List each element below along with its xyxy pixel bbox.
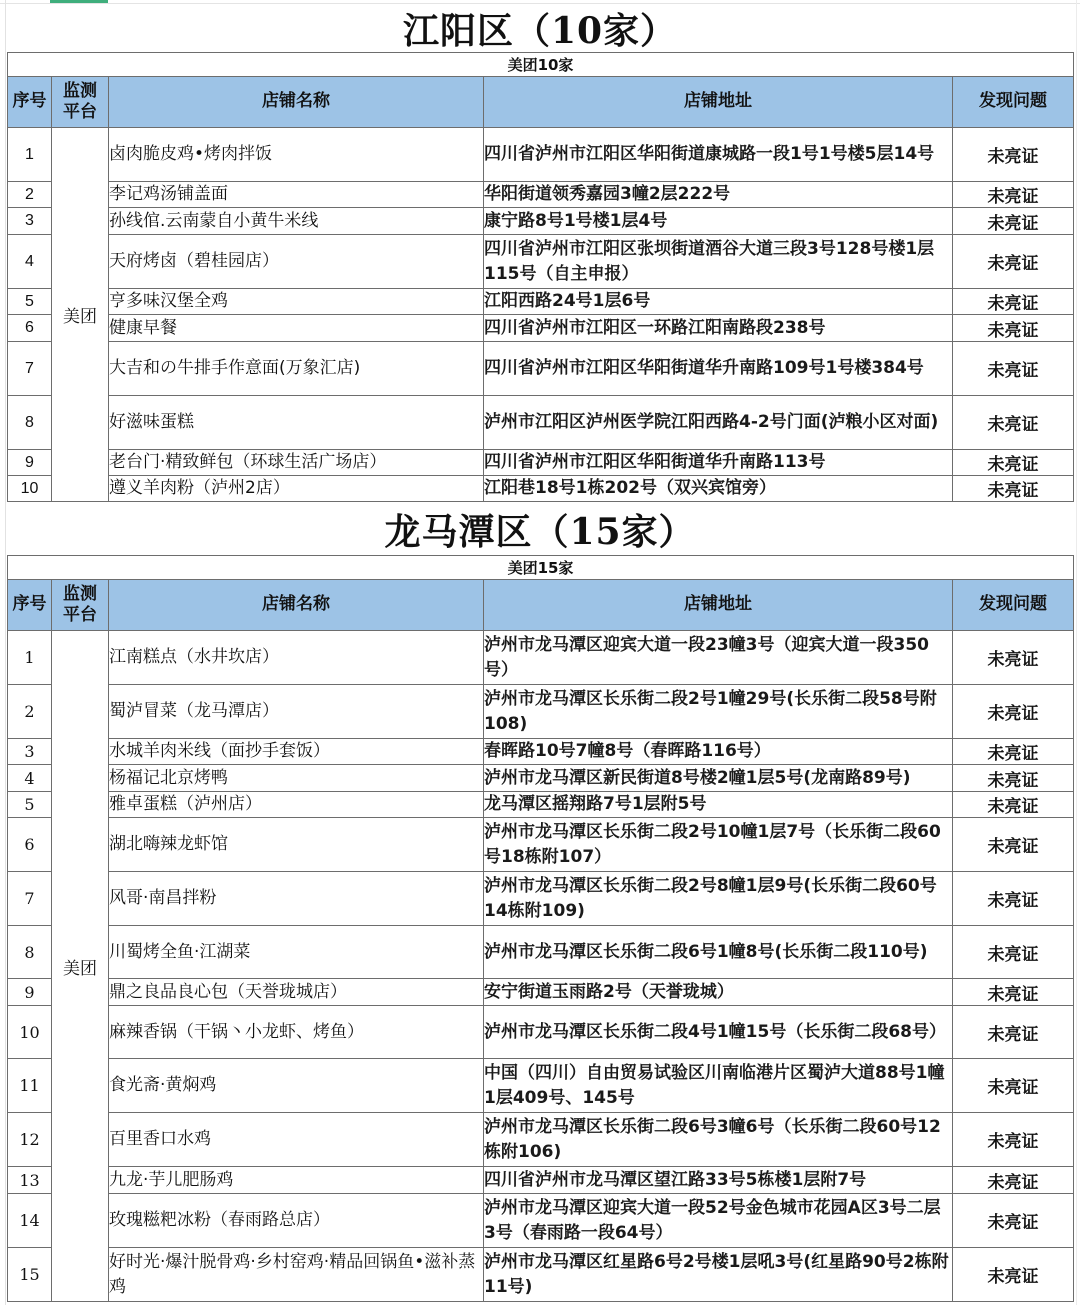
row-index: 13	[8, 1167, 52, 1194]
issue-cell: 未亮证	[953, 128, 1074, 182]
subtitle-row	[8, 53, 1074, 77]
store-address: 泸州市龙马潭区长乐街二段2号1幢29号(长乐街二段58号附108)	[484, 685, 953, 739]
table-row	[8, 1194, 1074, 1248]
store-name: 遵义羊肉粉（泸州2店）	[109, 476, 484, 502]
header-address: 店铺地址	[484, 580, 953, 631]
store-address: 泸州市龙马潭区迎宾大道一段23幢3号（迎宾大道一段350号）	[484, 631, 953, 685]
row-index: 6	[8, 818, 52, 872]
row-index: 12	[8, 1113, 52, 1167]
store-address: 四川省泸州市江阳区华阳街道华升南路113号	[484, 450, 953, 476]
section-title: 龙马潭区（15家）	[384, 510, 696, 553]
issue-cell: 未亮证	[953, 872, 1074, 926]
issue-cell: 未亮证	[953, 926, 1074, 979]
subtitle-row	[8, 556, 1074, 580]
store-name: 好时光·爆汁脱骨鸡·乡村窑鸡·精品回锅鱼•滋补蒸鸡	[109, 1248, 484, 1302]
header-index: 序号	[8, 580, 52, 631]
row-index: 10	[8, 1006, 52, 1059]
header-index: 序号	[8, 77, 52, 128]
header-issue: 发现问题	[953, 580, 1074, 631]
row-index: 3	[8, 208, 52, 235]
row-index: 8	[8, 926, 52, 979]
issue-cell: 未亮证	[953, 739, 1074, 765]
store-name: 食光斋·黄焖鸡	[109, 1059, 484, 1113]
table-row	[8, 128, 1074, 182]
header-issue: 发现问题	[953, 77, 1074, 128]
sheet-left-gridline	[5, 0, 6, 1305]
store-name: 孙线倌.云南蒙自小黄牛米线	[109, 208, 484, 235]
row-index: 4	[8, 235, 52, 289]
row-index: 4	[8, 765, 52, 792]
store-name: 水城羊肉米线（面抄手套饭）	[109, 739, 484, 765]
issue-cell: 未亮证	[953, 1194, 1074, 1248]
table-row	[8, 342, 1074, 396]
issue-cell: 未亮证	[953, 315, 1074, 342]
issue-cell: 未亮证	[953, 342, 1074, 396]
table-row	[8, 315, 1074, 342]
store-name: 江南糕点（水井坎店）	[109, 631, 484, 685]
issue-cell: 未亮证	[953, 631, 1074, 685]
row-index: 2	[8, 685, 52, 739]
store-address: 四川省泸州市江阳区华阳街道华升南路109号1号楼384号	[484, 342, 953, 396]
issue-cell: 未亮证	[953, 1113, 1074, 1167]
header-address: 店铺地址	[484, 77, 953, 128]
store-name: 风哥·南昌拌粉	[109, 872, 484, 926]
header-row	[8, 580, 1074, 631]
store-name: 好滋味蛋糕	[109, 396, 484, 450]
store-name: 九龙·芋儿肥肠鸡	[109, 1167, 484, 1194]
store-address: 四川省泸州市江阳区张坝街道酒谷大道三段3号128号楼1层115号（自主申报）	[484, 235, 953, 289]
table-row	[8, 396, 1074, 450]
table-row	[8, 739, 1074, 765]
store-address: 华阳街道领秀嘉园3幢2层222号	[484, 182, 953, 208]
store-name: 卤肉脆皮鸡•烤肉拌饭	[109, 128, 484, 182]
table-row	[8, 289, 1074, 315]
issue-cell: 未亮证	[953, 450, 1074, 476]
issue-cell: 未亮证	[953, 979, 1074, 1006]
store-address: 泸州市龙马潭区红星路6号2号楼1层吼3号(红星路90号2栋附11号)	[484, 1248, 953, 1302]
store-table	[7, 555, 1074, 1302]
row-index: 11	[8, 1059, 52, 1113]
platform-cell: 美团	[52, 631, 109, 1302]
store-address: 四川省泸州市龙马潭区望江路33号5栋楼1层附7号	[484, 1167, 953, 1194]
issue-cell: 未亮证	[953, 685, 1074, 739]
store-name: 百里香口水鸡	[109, 1113, 484, 1167]
store-address: 江阳巷18号1栋202号（双兴宾馆旁）	[484, 476, 953, 502]
header-row	[8, 77, 1074, 128]
table-row	[8, 631, 1074, 685]
store-name: 天府烤卤（碧桂园店）	[109, 235, 484, 289]
platform-cell: 美团	[52, 128, 109, 502]
table-row	[8, 476, 1074, 502]
row-index: 5	[8, 792, 52, 818]
table-row	[8, 792, 1074, 818]
row-index: 9	[8, 979, 52, 1006]
store-name: 麻辣香锅（干锅丶小龙虾、烤鱼）	[109, 1006, 484, 1059]
store-address: 四川省泸州市江阳区一环路江阳南路段238号	[484, 315, 953, 342]
store-address: 龙马潭区摇翔路7号1层附5号	[484, 792, 953, 818]
row-index: 7	[8, 342, 52, 396]
section-title: 江阳区（10家）	[402, 9, 678, 52]
issue-cell: 未亮证	[953, 1059, 1074, 1113]
table-row	[8, 1167, 1074, 1194]
row-index: 10	[8, 476, 52, 502]
row-index: 8	[8, 396, 52, 450]
store-address: 泸州市龙马潭区长乐街二段6号1幢8号(长乐街二段110号)	[484, 926, 953, 979]
header-platform-label: 监测平台	[63, 80, 97, 122]
store-name: 玫瑰糍粑冰粉（春雨路总店）	[109, 1194, 484, 1248]
header-platform	[52, 77, 109, 128]
issue-cell: 未亮证	[953, 1006, 1074, 1059]
store-address: 泸州市龙马潭区长乐街二段2号10幢1层7号（长乐街二段60号18栋附107）	[484, 818, 953, 872]
store-name: 李记鸡汤铺盖面	[109, 182, 484, 208]
issue-cell: 未亮证	[953, 182, 1074, 208]
store-name: 健康早餐	[109, 315, 484, 342]
table-row	[8, 1113, 1074, 1167]
store-name: 川蜀烤全鱼·江湖菜	[109, 926, 484, 979]
table-row	[8, 235, 1074, 289]
row-index: 6	[8, 315, 52, 342]
store-address: 泸州市龙马潭区长乐街二段6号3幢6号（长乐街二段60号12栋附106)	[484, 1113, 953, 1167]
store-name: 大吉和の牛排手作意面(万象汇店)	[109, 342, 484, 396]
table-row	[8, 979, 1074, 1006]
row-index: 1	[8, 631, 52, 685]
table-row	[8, 926, 1074, 979]
issue-cell: 未亮证	[953, 396, 1074, 450]
store-address: 泸州市龙马潭区迎宾大道一段52号金色城市花园A区3号二层3号（春雨路一段64号）	[484, 1194, 953, 1248]
issue-cell: 未亮证	[953, 1167, 1074, 1194]
store-name: 雅卓蛋糕（泸州店）	[109, 792, 484, 818]
row-index: 7	[8, 872, 52, 926]
table-row	[8, 182, 1074, 208]
issue-cell: 未亮证	[953, 289, 1074, 315]
table-row	[8, 1006, 1074, 1059]
row-index: 3	[8, 739, 52, 765]
issue-cell: 未亮证	[953, 208, 1074, 235]
row-index: 1	[8, 128, 52, 182]
store-address: 江阳西路24号1层6号	[484, 289, 953, 315]
store-address: 泸州市龙马潭区新民街道8号楼2幢1层5号(龙南路89号)	[484, 765, 953, 792]
platform-count-label: 美团10家	[8, 53, 1074, 77]
header-platform-label: 监测平台	[63, 583, 97, 625]
store-address: 安宁街道玉雨路2号（天誉珑城）	[484, 979, 953, 1006]
store-address: 四川省泸州市江阳区华阳街道康城路一段1号1号楼5层14号	[484, 128, 953, 182]
store-name: 亨多味汉堡全鸡	[109, 289, 484, 315]
row-index: 15	[8, 1248, 52, 1302]
table-row	[8, 685, 1074, 739]
table-row	[8, 872, 1074, 926]
store-address: 泸州市龙马潭区长乐街二段4号1幢15号（长乐街二段68号）	[484, 1006, 953, 1059]
store-address: 泸州市江阳区泸州医学院江阳西路4-2号门面(泸粮小区对面)	[484, 396, 953, 450]
store-table	[7, 52, 1074, 502]
platform-count-label: 美团15家	[8, 556, 1074, 580]
table-row	[8, 1059, 1074, 1113]
header-name: 店铺名称	[109, 580, 484, 631]
table-row	[8, 208, 1074, 235]
store-name: 鼎之良品良心包（天誉珑城店）	[109, 979, 484, 1006]
table-row	[8, 450, 1074, 476]
row-index: 14	[8, 1194, 52, 1248]
issue-cell: 未亮证	[953, 476, 1074, 502]
sheet-right-gridline	[1076, 0, 1077, 1305]
issue-cell: 未亮证	[953, 1248, 1074, 1302]
store-name: 杨福记北京烤鸭	[109, 765, 484, 792]
issue-cell: 未亮证	[953, 235, 1074, 289]
header-platform	[52, 580, 109, 631]
table-row	[8, 1248, 1074, 1302]
store-address: 中国（四川）自由贸易试验区川南临港片区蜀泸大道88号1幢1层409号、145号	[484, 1059, 953, 1113]
store-name: 蜀泸冒菜（龙马潭店）	[109, 685, 484, 739]
store-address: 康宁路8号1号楼1层4号	[484, 208, 953, 235]
header-name: 店铺名称	[109, 77, 484, 128]
store-name: 老台门·精致鲜包（环球生活广场店）	[109, 450, 484, 476]
row-index: 9	[8, 450, 52, 476]
store-address: 泸州市龙马潭区长乐街二段2号8幢1层9号(长乐街二段60号14栋附109)	[484, 872, 953, 926]
store-address: 春晖路10号7幢8号（春晖路116号）	[484, 739, 953, 765]
issue-cell: 未亮证	[953, 765, 1074, 792]
row-index: 2	[8, 182, 52, 208]
table-row	[8, 765, 1074, 792]
issue-cell: 未亮证	[953, 818, 1074, 872]
store-name: 湖北嗨辣龙虾馆	[109, 818, 484, 872]
issue-cell: 未亮证	[953, 792, 1074, 818]
table-row	[8, 818, 1074, 872]
row-index: 5	[8, 289, 52, 315]
